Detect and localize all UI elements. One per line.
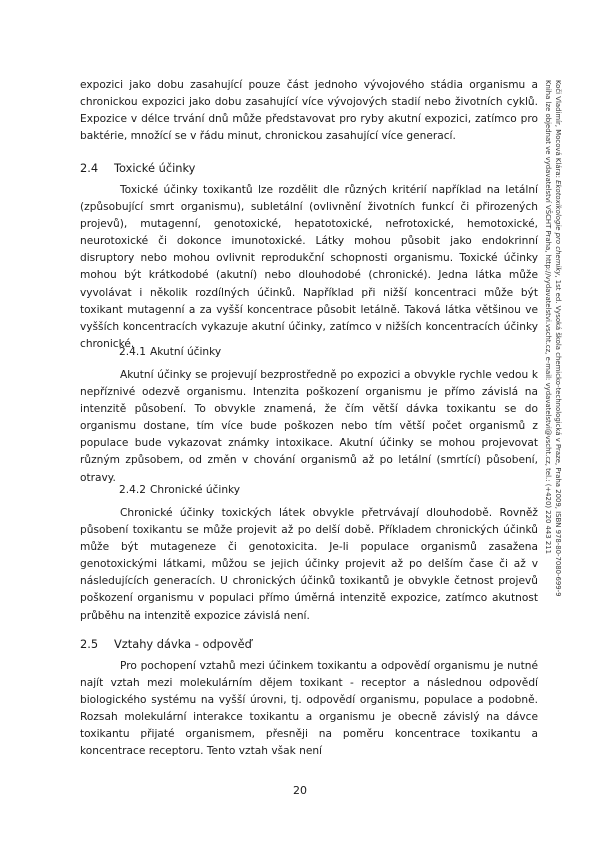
side-note-citation bbox=[553, 80, 563, 620]
intro-paragraph-block bbox=[80, 77, 538, 145]
side-note-authors: Koči Vladimír, Mocová Klára: bbox=[554, 80, 562, 181]
side-note-order-info: Kniha lze objednat ve vydavatelství VŠCHT Praha, http://vydavatelstvi.vscht.cz, e-mail: vydavatelstvi@vscht.cz, tel.: (+420) 220 443 211 bbox=[544, 80, 552, 555]
paragraph: Chronické účinky toxických látek obvykle přetrvávají dlouhodobě. Rovněž působení toxikantu se může projevit až po delší době. Příkladem chronických účinků může být mutageneze či genotoxicita. Je-li populace organismů zasažena genotoxickými látkami, můžou se jejich účinky projevit až po delším čase či až v následujících generacích. U chronických účinků toxikantů je obvykle četnost projevů poškození organismu v populaci přímo úměrná intenzitě expozice, zatímco akutnost průběhu na intenzitě expozice závislá není. bbox=[80, 507, 538, 622]
side-note-publisher: , 1st ed. Vysoká škola chemicko-technologická v Praze, Praha 2009, ISBN 978-80-7080-699-9 bbox=[554, 275, 562, 597]
section-number: 2.4.2 bbox=[119, 484, 146, 496]
section-2-4-heading bbox=[80, 161, 195, 175]
section-number: 2.5 bbox=[80, 637, 99, 651]
section-2-4-1-heading bbox=[119, 346, 221, 358]
section-title: Vztahy dávka - odpověď bbox=[114, 637, 252, 651]
page-number: 20 bbox=[293, 784, 307, 797]
side-note-book-title: Ekotoxikologie pro chemiky bbox=[554, 180, 562, 276]
paragraph: Pro pochopení vztahů mezi účinkem toxikantu a odpovědí organismu je nutné najít vztah mezi molekulárním dějem toxikant - receptor a následnou odpovědí biologického systému na vyšší úrovni, tj. odpovědí organismu, populace a podobně. Rozsah molekulární interakce toxikantu a organismu je obecně závislý na dávce toxikantu přijaté organismem, přesněji na poměru koncentrace toxikantu a koncentrace receptoru. Tento vztah však není bbox=[80, 660, 538, 758]
section-number: 2.4.1 bbox=[119, 346, 146, 358]
section-title: Akutní účinky bbox=[150, 346, 222, 358]
section-2-5-body bbox=[80, 658, 538, 761]
section-2-4-2-heading bbox=[119, 484, 240, 496]
section-title: Toxické účinky bbox=[114, 161, 196, 175]
section-2-4-body bbox=[80, 182, 538, 353]
section-2-5-heading bbox=[80, 637, 252, 651]
section-number: 2.4 bbox=[80, 161, 99, 175]
section-2-4-2-body bbox=[80, 505, 538, 625]
section-title: Chronické účinky bbox=[150, 484, 241, 496]
intro-paragraph: expozici jako dobu zasahující pouze část jednoho vývojového stádia organismu a chronickou expozici jako dobu zasahující více vývojových stadií nebo životních cyklů. Expozice v délce trvání dnů může představovat pro ryby akutní expozici, zatímco pro baktérie, množící se v řádu minut, chronickou zasahující více generací. bbox=[80, 79, 538, 143]
side-note bbox=[543, 80, 563, 620]
paragraph: Toxické účinky toxikantů lze rozdělit dle různých kritérií například na letální (způsobující smrt organismu), subletální (ovlivnění životních funkcí či přirozených projevů), mutagenní, genotoxické, hepatotoxické, nefrotoxické, hemotoxické, neurotoxické či dokonce imunotoxické. Látky mohou působit jako endokrinní disruptory nebo mohou ovlivnit reprodukční schopnosti organismu. Toxické účinky mohou být krátkodobé (akutní) nebo dlouhodobé (chronické). Jedna látka může vyvolávat i několik rozdílných účinků. Například při nižší koncentraci může být toxikant mutagenní a za vyšší koncentrace působit letálně. Taková látka většinou ve vyšších koncentracích vykazuje akutní účinky, zatímco v nižších koncentracích účinky chronické. bbox=[80, 184, 538, 350]
paragraph: Akutní účinky se projevují bezprostředně po expozici a obvykle rychle vedou k nepříznivé odezvě organismu. Intenzita poškození organismu je přímo závislá na intenzitě působení. To obvykle znamená, že čím větší dávka toxikantu se do organismu dostane, tím více bude poškozen nebo tím větší počet organismů z populace bude vykazovat známky intoxikace. Akutní účinky se mohou projevovat různým způsobem, od změn v chování organismů až po letální (smrtící) působení, otravy. bbox=[80, 369, 538, 484]
section-2-4-1-body bbox=[80, 367, 538, 487]
